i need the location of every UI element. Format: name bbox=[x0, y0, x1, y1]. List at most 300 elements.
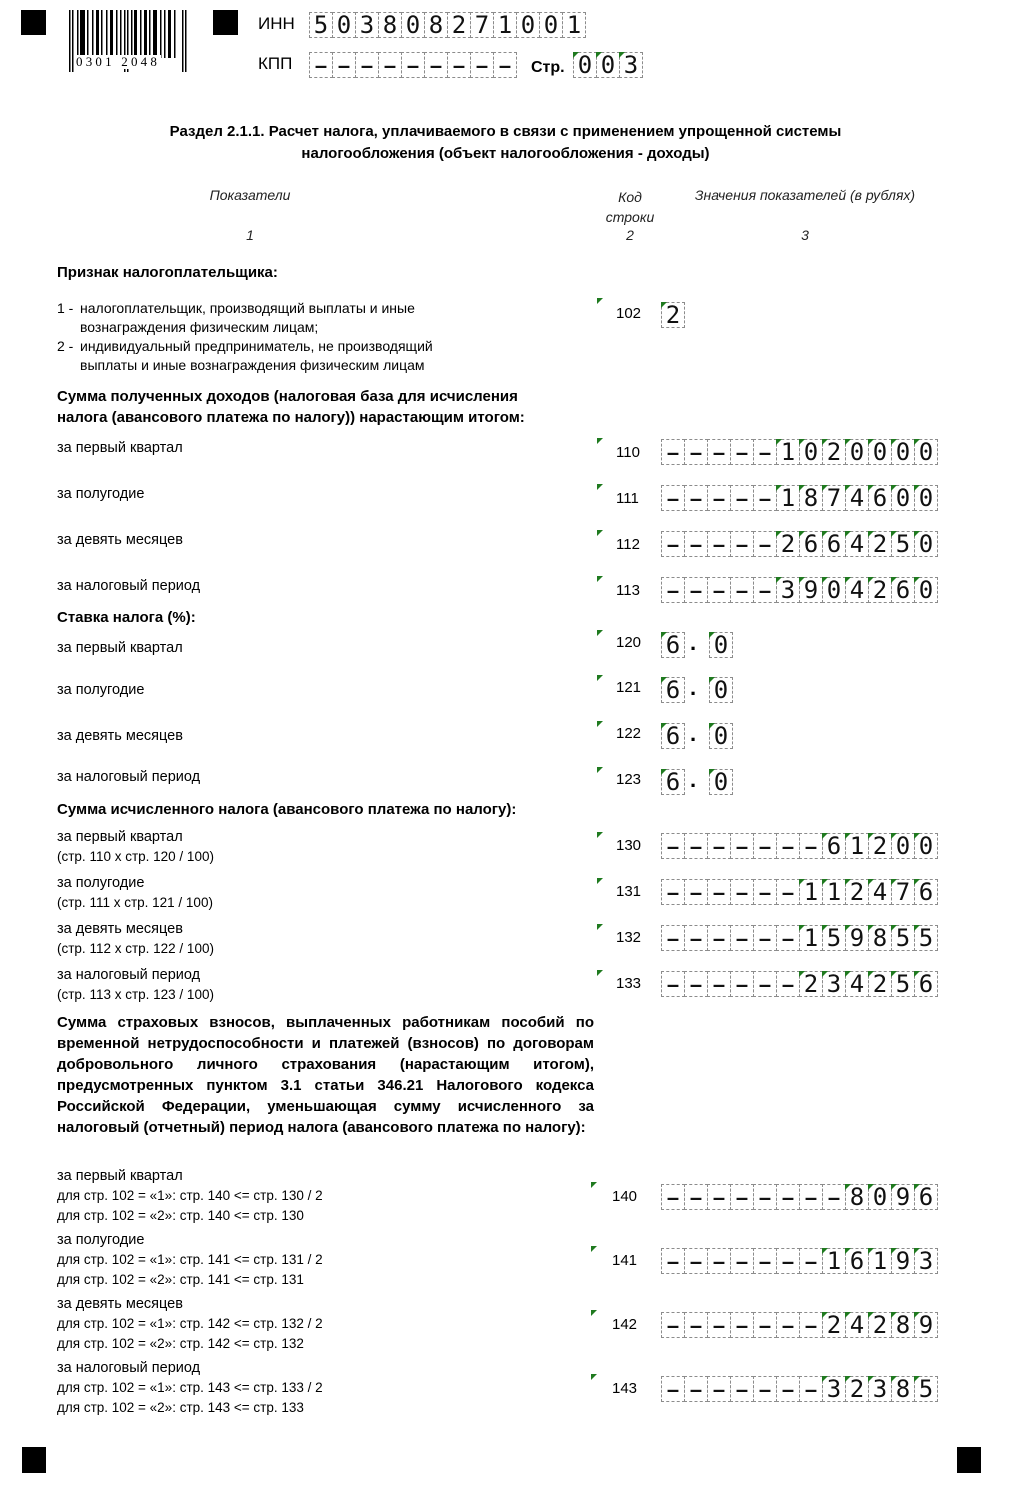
digit-cell[interactable]: 0 bbox=[891, 485, 915, 511]
digit-cell[interactable]: – bbox=[661, 577, 685, 603]
value-field[interactable] bbox=[661, 439, 938, 465]
digit-cell[interactable]: – bbox=[730, 1184, 754, 1210]
digit-cell[interactable]: – bbox=[753, 531, 777, 557]
digit-cell[interactable]: 7 bbox=[470, 12, 494, 38]
corner-mark-icon bbox=[597, 484, 603, 490]
digit-cell[interactable]: 0 bbox=[868, 1184, 892, 1210]
row-label bbox=[57, 1294, 323, 1354]
row-label bbox=[57, 767, 200, 787]
digit-cell[interactable]: – bbox=[776, 879, 800, 905]
digit-cell[interactable]: 2 bbox=[868, 1312, 892, 1338]
digit-cell[interactable]: 1 bbox=[799, 925, 823, 951]
row-label-text: за налоговый период bbox=[57, 769, 201, 785]
digit-cell[interactable]: 0 bbox=[539, 12, 563, 38]
digit-cell[interactable]: 8 bbox=[799, 485, 823, 511]
digit-cell[interactable]: – bbox=[799, 1376, 823, 1402]
digit-cell[interactable]: 6 bbox=[661, 677, 685, 703]
digit-cell[interactable]: 0 bbox=[709, 723, 733, 749]
digit-cell[interactable]: 0 bbox=[596, 52, 620, 78]
rate-integer-field[interactable] bbox=[661, 632, 685, 658]
digit-cell[interactable]: 1 bbox=[822, 1248, 846, 1274]
digit-cell[interactable]: 6 bbox=[914, 1184, 938, 1210]
digit-cell[interactable]: 2 bbox=[799, 971, 823, 997]
digit-cell[interactable]: – bbox=[707, 833, 731, 859]
digit-cell[interactable]: 6 bbox=[661, 632, 685, 658]
rate-decimal-field[interactable] bbox=[709, 769, 733, 795]
digit-cell[interactable]: – bbox=[730, 1248, 754, 1274]
digit-cell[interactable]: – bbox=[661, 925, 685, 951]
digit-cell[interactable]: 7 bbox=[822, 485, 846, 511]
digit-cell[interactable]: 5 bbox=[309, 12, 333, 38]
digit-cell[interactable]: – bbox=[707, 1312, 731, 1338]
digit-cell[interactable]: – bbox=[799, 833, 823, 859]
digit-cell[interactable]: 0 bbox=[516, 12, 540, 38]
digit-cell[interactable]: 3 bbox=[822, 971, 846, 997]
row-label-note: (стр. 111 х стр. 121 / 100) bbox=[57, 895, 213, 910]
row-label-note: для стр. 102 = «2»: стр. 142 <= стр. 132 bbox=[57, 1336, 304, 1351]
digit-cell[interactable]: 9 bbox=[845, 925, 869, 951]
rate-integer-field[interactable] bbox=[661, 723, 685, 749]
digit-cell[interactable]: – bbox=[707, 531, 731, 557]
digit-cell[interactable]: – bbox=[661, 833, 685, 859]
row-label bbox=[57, 484, 144, 504]
digit-cell[interactable]: – bbox=[753, 1248, 777, 1274]
value-field[interactable] bbox=[661, 925, 938, 951]
corner-mark-icon bbox=[597, 630, 603, 636]
digit-cell[interactable]: 6 bbox=[822, 531, 846, 557]
corner-mark-icon bbox=[591, 1246, 597, 1252]
digit-cell[interactable]: 6 bbox=[868, 485, 892, 511]
digit-cell[interactable]: – bbox=[753, 577, 777, 603]
calculated-tax-heading: Сумма исчисленного налога (авансового платежа по налогу): bbox=[57, 801, 517, 818]
digit-cell[interactable]: 4 bbox=[868, 879, 892, 905]
column-number-3: 3 bbox=[801, 227, 809, 243]
digit-cell[interactable]: 6 bbox=[661, 769, 685, 795]
row-label bbox=[57, 1358, 323, 1418]
row-label bbox=[57, 1166, 323, 1226]
corner-mark-icon bbox=[591, 1310, 597, 1316]
column-header-code-line1: Код bbox=[618, 189, 642, 205]
digit-cell[interactable]: 0 bbox=[332, 12, 356, 38]
digit-cell[interactable]: – bbox=[684, 531, 708, 557]
alignment-marker-bottom-left bbox=[22, 1447, 46, 1473]
digit-cell[interactable]: 5 bbox=[914, 925, 938, 951]
digit-cell[interactable]: 0 bbox=[845, 439, 869, 465]
inn-field[interactable] bbox=[309, 12, 586, 38]
digit-cell[interactable]: 0 bbox=[914, 439, 938, 465]
digit-cell[interactable]: – bbox=[707, 1376, 731, 1402]
digit-cell[interactable]: – bbox=[776, 1376, 800, 1402]
row-label-note: для стр. 102 = «1»: стр. 143 <= стр. 133 / 2 bbox=[57, 1380, 323, 1395]
digit-cell[interactable]: – bbox=[684, 879, 708, 905]
digit-cell[interactable]: – bbox=[684, 1376, 708, 1402]
rate-decimal-field[interactable] bbox=[709, 632, 733, 658]
row-label-text: за девять месяцев bbox=[57, 921, 183, 937]
value-field[interactable] bbox=[661, 833, 938, 859]
corner-mark-icon bbox=[597, 576, 603, 582]
digit-cell[interactable]: – bbox=[730, 879, 754, 905]
digit-cell[interactable]: – bbox=[661, 971, 685, 997]
digit-cell[interactable]: 5 bbox=[891, 925, 915, 951]
digit-cell[interactable]: 8 bbox=[868, 925, 892, 951]
digit-cell[interactable]: 2 bbox=[447, 12, 471, 38]
value-field[interactable] bbox=[661, 485, 938, 511]
value-field[interactable] bbox=[661, 531, 938, 557]
digit-cell[interactable]: – bbox=[684, 1312, 708, 1338]
column-number-2: 2 bbox=[626, 227, 634, 243]
corner-mark-icon bbox=[597, 767, 603, 773]
digit-cell[interactable]: 9 bbox=[891, 1248, 915, 1274]
digit-cell[interactable]: 8 bbox=[891, 1376, 915, 1402]
digit-cell[interactable]: – bbox=[707, 439, 731, 465]
digit-cell[interactable]: 6 bbox=[914, 971, 938, 997]
digit-cell[interactable]: – bbox=[753, 1312, 777, 1338]
option-text-line1: индивидуальный предприниматель, не производящий bbox=[80, 338, 433, 354]
income-heading-line1: Сумма полученных доходов (налоговая база для исчисления bbox=[57, 388, 518, 405]
digit-cell[interactable]: 8 bbox=[424, 12, 448, 38]
digit-cell[interactable]: – bbox=[753, 1184, 777, 1210]
taxpayer-sign-option-1 bbox=[57, 299, 415, 337]
digit-cell[interactable]: 2 bbox=[845, 1376, 869, 1402]
digit-cell[interactable]: 8 bbox=[845, 1184, 869, 1210]
digit-cell[interactable]: 9 bbox=[891, 1184, 915, 1210]
digit-cell[interactable]: – bbox=[684, 485, 708, 511]
digit-cell[interactable]: – bbox=[470, 52, 494, 78]
digit-cell[interactable]: 4 bbox=[845, 485, 869, 511]
digit-cell[interactable]: – bbox=[753, 833, 777, 859]
row-label-note: для стр. 102 = «2»: стр. 143 <= стр. 133 bbox=[57, 1400, 304, 1415]
digit-cell[interactable]: 6 bbox=[914, 879, 938, 905]
row-label bbox=[57, 438, 183, 458]
digit-cell[interactable]: 2 bbox=[661, 302, 685, 328]
digit-cell[interactable]: – bbox=[661, 531, 685, 557]
row-code: 140 bbox=[612, 1188, 638, 1205]
digit-cell[interactable]: 4 bbox=[845, 577, 869, 603]
digit-cell[interactable]: 0 bbox=[709, 677, 733, 703]
digit-cell[interactable]: – bbox=[776, 1312, 800, 1338]
digit-cell[interactable]: 2 bbox=[868, 971, 892, 997]
row-label-text: за девять месяцев bbox=[57, 728, 183, 744]
decimal-point: . bbox=[690, 721, 697, 746]
barcode-number: 0301 2048 bbox=[76, 54, 161, 69]
digit-cell[interactable]: 6 bbox=[891, 577, 915, 603]
digit-cell[interactable]: – bbox=[753, 1376, 777, 1402]
digit-cell[interactable]: 1 bbox=[799, 879, 823, 905]
row-label bbox=[57, 827, 214, 867]
digit-cell[interactable]: 3 bbox=[868, 1376, 892, 1402]
digit-cell[interactable]: – bbox=[776, 1248, 800, 1274]
digit-cell[interactable]: 3 bbox=[914, 1248, 938, 1274]
digit-cell[interactable]: 2 bbox=[868, 577, 892, 603]
inn-label: ИНН bbox=[258, 14, 295, 33]
digit-cell[interactable]: – bbox=[707, 879, 731, 905]
row-label-note: (стр. 112 х стр. 122 / 100) bbox=[57, 941, 214, 956]
alignment-marker-bottom-right bbox=[957, 1447, 981, 1473]
digit-cell[interactable]: – bbox=[684, 971, 708, 997]
row-code: 110 bbox=[616, 444, 640, 461]
decimal-point: . bbox=[690, 767, 697, 792]
row-label bbox=[57, 1230, 323, 1290]
digit-cell[interactable]: – bbox=[684, 1184, 708, 1210]
digit-cell[interactable]: 0 bbox=[891, 833, 915, 859]
digit-cell[interactable]: 0 bbox=[573, 52, 597, 78]
digit-cell[interactable]: – bbox=[332, 52, 356, 78]
row-label-text: за налоговый период bbox=[57, 967, 201, 983]
digit-cell[interactable]: – bbox=[753, 879, 777, 905]
page-label: Стр. bbox=[531, 59, 565, 76]
digit-cell[interactable]: – bbox=[661, 439, 685, 465]
digit-cell[interactable]: 2 bbox=[822, 439, 846, 465]
row-code: 143 bbox=[612, 1380, 638, 1397]
income-heading bbox=[57, 386, 525, 428]
digit-cell[interactable]: 1 bbox=[776, 439, 800, 465]
digit-cell[interactable]: 1 bbox=[822, 879, 846, 905]
corner-mark-icon bbox=[597, 675, 603, 681]
corner-mark-icon bbox=[597, 438, 603, 444]
digit-cell[interactable]: 1 bbox=[776, 485, 800, 511]
digit-cell[interactable]: – bbox=[799, 1248, 823, 1274]
digit-cell[interactable]: 0 bbox=[822, 577, 846, 603]
row-code: 142 bbox=[612, 1316, 638, 1333]
corner-mark-icon bbox=[591, 1182, 597, 1188]
corner-mark-icon bbox=[597, 530, 603, 536]
digit-cell[interactable]: – bbox=[707, 925, 731, 951]
digit-cell[interactable]: 0 bbox=[891, 439, 915, 465]
digit-cell[interactable]: – bbox=[707, 1248, 731, 1274]
digit-cell[interactable]: 3 bbox=[619, 52, 643, 78]
digit-cell[interactable]: – bbox=[707, 1184, 731, 1210]
row-code: 112 bbox=[616, 536, 640, 553]
digit-cell[interactable]: – bbox=[707, 485, 731, 511]
digit-cell[interactable]: – bbox=[753, 925, 777, 951]
digit-cell[interactable]: – bbox=[730, 1376, 754, 1402]
rate-decimal-field[interactable] bbox=[709, 677, 733, 703]
value-field[interactable] bbox=[661, 1376, 938, 1402]
row-label-note: (стр. 110 х стр. 120 / 100) bbox=[57, 849, 214, 864]
digit-cell[interactable]: – bbox=[661, 1312, 685, 1338]
digit-cell[interactable]: – bbox=[730, 577, 754, 603]
digit-cell[interactable]: 4 bbox=[845, 531, 869, 557]
digit-cell[interactable]: – bbox=[661, 1376, 685, 1402]
value-field[interactable] bbox=[661, 1312, 938, 1338]
row-code: 132 bbox=[616, 929, 642, 946]
digit-cell[interactable]: – bbox=[661, 879, 685, 905]
digit-cell[interactable]: – bbox=[730, 531, 754, 557]
digit-cell[interactable]: – bbox=[661, 1184, 685, 1210]
income-heading-line2: налога (авансового платежа по налогу)) нарастающим итогом: bbox=[57, 409, 525, 426]
digit-cell[interactable]: – bbox=[730, 1312, 754, 1338]
digit-cell[interactable]: 6 bbox=[661, 723, 685, 749]
digit-cell[interactable]: 8 bbox=[891, 1312, 915, 1338]
digit-cell[interactable]: – bbox=[661, 1248, 685, 1274]
digit-cell[interactable]: – bbox=[447, 52, 471, 78]
digit-cell[interactable]: 2 bbox=[822, 1312, 846, 1338]
row-label bbox=[57, 530, 183, 550]
digit-cell[interactable]: – bbox=[424, 52, 448, 78]
row-code-102: 102 bbox=[616, 305, 642, 322]
digit-cell[interactable]: 0 bbox=[914, 833, 938, 859]
digit-cell[interactable]: – bbox=[707, 971, 731, 997]
digit-cell[interactable]: – bbox=[493, 52, 517, 78]
digit-cell[interactable]: – bbox=[684, 439, 708, 465]
digit-cell[interactable]: 9 bbox=[799, 577, 823, 603]
row-code: 130 bbox=[616, 837, 642, 854]
value-field[interactable] bbox=[661, 1184, 938, 1210]
row-label bbox=[57, 873, 213, 913]
alignment-marker-top-left bbox=[21, 10, 46, 35]
digit-cell[interactable]: 0 bbox=[799, 439, 823, 465]
corner-mark-icon bbox=[597, 298, 603, 304]
row-label-text: за первый квартал bbox=[57, 640, 183, 656]
digit-cell[interactable]: 3 bbox=[822, 1376, 846, 1402]
digit-cell[interactable]: 4 bbox=[845, 971, 869, 997]
row-code: 121 bbox=[616, 679, 642, 696]
digit-cell[interactable]: – bbox=[730, 833, 754, 859]
digit-cell[interactable]: – bbox=[776, 971, 800, 997]
digit-cell[interactable]: 0 bbox=[401, 12, 425, 38]
digit-cell[interactable]: – bbox=[776, 833, 800, 859]
digit-cell[interactable]: – bbox=[401, 52, 425, 78]
option-number: 1 - bbox=[57, 300, 74, 316]
digit-cell[interactable]: – bbox=[776, 925, 800, 951]
digit-cell[interactable]: 0 bbox=[914, 577, 938, 603]
digit-cell[interactable]: – bbox=[730, 971, 754, 997]
value-field[interactable] bbox=[661, 879, 938, 905]
row-label-note: для стр. 102 = «1»: стр. 141 <= стр. 131 / 2 bbox=[57, 1252, 323, 1267]
digit-cell[interactable]: 5 bbox=[822, 925, 846, 951]
digit-cell[interactable]: – bbox=[799, 1312, 823, 1338]
digit-cell[interactable]: 0 bbox=[709, 632, 733, 658]
digit-cell[interactable]: – bbox=[309, 52, 333, 78]
digit-cell[interactable]: – bbox=[753, 971, 777, 997]
digit-cell[interactable]: – bbox=[776, 1184, 800, 1210]
digit-cell[interactable]: 6 bbox=[799, 531, 823, 557]
column-header-code-line2: строки bbox=[605, 209, 655, 225]
page-number-field[interactable] bbox=[573, 52, 643, 78]
row-label-text: за девять месяцев bbox=[57, 532, 183, 548]
digit-cell[interactable]: – bbox=[684, 577, 708, 603]
corner-mark-icon bbox=[597, 832, 603, 838]
row-label-note: для стр. 102 = «1»: стр. 142 <= стр. 132 / 2 bbox=[57, 1316, 323, 1331]
rate-integer-field[interactable] bbox=[661, 677, 685, 703]
digit-cell[interactable]: 1 bbox=[493, 12, 517, 38]
digit-cell[interactable]: 2 bbox=[845, 879, 869, 905]
digit-cell[interactable]: – bbox=[730, 439, 754, 465]
digit-cell[interactable]: 4 bbox=[845, 1312, 869, 1338]
digit-cell[interactable]: – bbox=[684, 1248, 708, 1274]
digit-cell[interactable]: – bbox=[730, 925, 754, 951]
digit-cell[interactable]: – bbox=[707, 577, 731, 603]
row-label bbox=[57, 726, 183, 746]
digit-cell[interactable]: – bbox=[753, 485, 777, 511]
digit-cell[interactable]: 8 bbox=[378, 12, 402, 38]
digit-cell[interactable]: 2 bbox=[868, 531, 892, 557]
rate-integer-field[interactable] bbox=[661, 769, 685, 795]
alignment-marker-top-middle bbox=[213, 10, 238, 35]
decimal-point: . bbox=[690, 675, 697, 700]
row-code: 122 bbox=[616, 725, 642, 742]
digit-cell[interactable]: 0 bbox=[914, 485, 938, 511]
digit-cell[interactable]: 0 bbox=[709, 769, 733, 795]
insurance-heading: Сумма страховых взносов, выплаченных работникам пособий по временной нетрудоспособности и платежей (взносов) по договорам добровольного личного страхования (нарастающим итогом), предусмотренных пунктом 3.1 статьи 346.21 Налогового кодекса Российской Федерации, уменьшающая сумму исчисленного за налоговый (отчетный) период налога (авансового платежа по налогу): bbox=[57, 1014, 594, 1136]
digit-cell[interactable]: 6 bbox=[845, 1248, 869, 1274]
option-number: 2 - bbox=[57, 338, 74, 354]
digit-cell[interactable]: – bbox=[661, 485, 685, 511]
digit-cell[interactable]: 1 bbox=[845, 833, 869, 859]
digit-cell[interactable]: 5 bbox=[891, 531, 915, 557]
digit-cell[interactable]: – bbox=[684, 833, 708, 859]
corner-mark-icon bbox=[597, 970, 603, 976]
row-label-text: за полугодие bbox=[57, 682, 145, 698]
digit-cell[interactable]: – bbox=[822, 1184, 846, 1210]
value-field[interactable] bbox=[661, 971, 938, 997]
digit-cell[interactable]: – bbox=[684, 925, 708, 951]
row-label bbox=[57, 919, 214, 959]
digit-cell[interactable]: – bbox=[799, 1184, 823, 1210]
row-code: 111 bbox=[616, 490, 639, 507]
digit-cell[interactable]: 0 bbox=[868, 439, 892, 465]
digit-cell[interactable]: – bbox=[355, 52, 379, 78]
corner-mark-icon bbox=[597, 924, 603, 930]
option-text-line2: выплаты и иные вознаграждения физическим лицам bbox=[80, 357, 425, 373]
row-label-text: за первый квартал bbox=[57, 829, 183, 845]
value-field[interactable] bbox=[661, 577, 938, 603]
corner-mark-icon bbox=[591, 1374, 597, 1380]
digit-cell[interactable]: 0 bbox=[914, 531, 938, 557]
digit-cell[interactable]: – bbox=[378, 52, 402, 78]
taxpayer-sign-heading: Признак налогоплательщика: bbox=[57, 264, 278, 281]
taxpayer-sign-option-2 bbox=[57, 337, 433, 375]
digit-cell[interactable]: 7 bbox=[891, 879, 915, 905]
column-header-indicators: Показатели bbox=[209, 187, 291, 203]
digit-cell[interactable]: 1 bbox=[868, 1248, 892, 1274]
option-text-line1: налогоплательщик, производящий выплаты и иные bbox=[80, 300, 415, 316]
row-label-note: (стр. 113 х стр. 123 / 100) bbox=[57, 987, 214, 1002]
row-label-text: за полугодие bbox=[57, 486, 145, 502]
row-label-text: за девять месяцев bbox=[57, 1296, 183, 1312]
digit-cell[interactable]: 3 bbox=[355, 12, 379, 38]
rate-heading: Ставка налога (%): bbox=[57, 609, 196, 626]
digit-cell[interactable]: 5 bbox=[914, 1376, 938, 1402]
digit-cell[interactable]: – bbox=[730, 485, 754, 511]
digit-cell[interactable]: 2 bbox=[868, 833, 892, 859]
kpp-field[interactable] bbox=[309, 52, 517, 78]
row-code: 120 bbox=[616, 634, 642, 651]
taxpayer-sign-field[interactable] bbox=[661, 302, 685, 328]
digit-cell[interactable]: – bbox=[753, 439, 777, 465]
digit-cell[interactable]: 9 bbox=[914, 1312, 938, 1338]
digit-cell[interactable]: 1 bbox=[562, 12, 586, 38]
column-header-code bbox=[590, 187, 670, 227]
row-label-note: для стр. 102 = «2»: стр. 140 <= стр. 130 bbox=[57, 1208, 304, 1223]
corner-mark-icon bbox=[597, 721, 603, 727]
digit-cell[interactable]: 6 bbox=[822, 833, 846, 859]
row-label-note: для стр. 102 = «2»: стр. 141 <= стр. 131 bbox=[57, 1272, 304, 1287]
option-text-line2: вознаграждения физическим лицам; bbox=[80, 319, 319, 335]
row-label-text: за первый квартал bbox=[57, 1168, 183, 1184]
rate-decimal-field[interactable] bbox=[709, 723, 733, 749]
digit-cell[interactable]: 5 bbox=[891, 971, 915, 997]
digit-cell[interactable]: 3 bbox=[776, 577, 800, 603]
row-code: 123 bbox=[616, 771, 642, 788]
row-label-text: за полугодие bbox=[57, 875, 145, 891]
digit-cell[interactable]: 2 bbox=[776, 531, 800, 557]
section-title-line2: налогообложения (объект налогообложения - доходы) bbox=[301, 145, 710, 162]
section-title-line1: Раздел 2.1.1. Расчет налога, уплачиваемого в связи с применением упрощенной системы bbox=[169, 123, 842, 140]
row-label-text: за налоговый период bbox=[57, 578, 201, 594]
decimal-point: . bbox=[690, 630, 697, 655]
value-field[interactable] bbox=[661, 1248, 938, 1274]
